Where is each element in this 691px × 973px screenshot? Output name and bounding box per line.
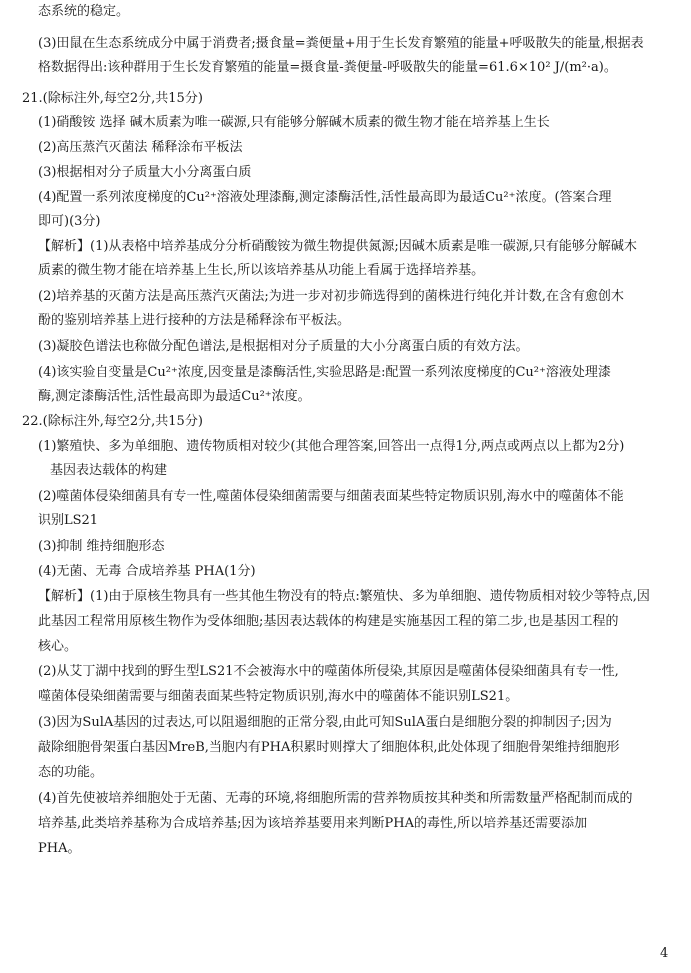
text-line: 态的功能。 <box>38 765 104 780</box>
question-header-22: 22.(除标注外,每空2分,共15分) <box>22 414 203 429</box>
text-line: 格数据得出:该种群用于生长发育繁殖的能量=摄食量-粪便量-呼吸散失的能量=61.6×10² J/(m²·a)。 <box>38 60 617 75</box>
text-line: (4)配置一系列浓度梯度的Cu²⁺溶液处理漆酶,测定漆酶活性,活性最高即为最适Cu²⁺浓度。(答案合理 <box>38 190 612 205</box>
text-line: (3)田鼠在生态系统成分中属于消费者;摄食量=粪便量+用于生长发育繁殖的能量+呼吸散失的能量,根据表 <box>38 36 644 51</box>
text-line: 基因表达载体的构建 <box>50 463 168 478</box>
text-line: 识别LS21 <box>38 513 99 528</box>
text-line: (1)繁殖快、多为单细胞、遗传物质相对较少(其他合理答案,回答出一点得1分,两点或两点以上都为2分) <box>38 439 625 454</box>
text-line: (1)硝酸铵 选择 碱木质素为唯一碳源,只有能够分解碱木质素的微生物才能在培养基上生长 <box>38 115 550 130</box>
text-line: (3)抑制 维持细胞形态 <box>38 539 165 554</box>
analysis-line: 【解析】(1)由于原核生物具有一些其他生物没有的特点:繁殖快、多为单细胞、遗传物质相对较少等特点,因 <box>38 589 650 604</box>
question-header-21: 21.(除标注外,每空2分,共15分) <box>22 91 203 106</box>
text-line: (4)首先使被培养细胞处于无菌、无毒的环境,将细胞所需的营养物质按其种类和所需数量严格配制而成的 <box>38 791 633 806</box>
text-line: 酶,测定漆酶活性,活性最高即为最适Cu²⁺浓度。 <box>38 389 311 404</box>
text-line: (4)无菌、无毒 合成培养基 PHA(1分) <box>38 564 256 579</box>
text-line: 噬菌体侵染细菌需要与细菌表面某些特定物质识别,海水中的噬菌体不能识别LS21。 <box>38 689 519 704</box>
text-line: 即可)(3分) <box>38 214 101 229</box>
page-number: 4 <box>660 946 669 961</box>
text-line: (3)凝胶色谱法也称做分配色谱法,是根据相对分子质量的大小分离蛋白质的有效方法。 <box>38 339 529 354</box>
text-line: 质素的微生物才能在培养基上生长,所以该培养基从功能上看属于选择培养基。 <box>38 263 485 278</box>
text-line: 核心。 <box>38 639 78 654</box>
text-line: (2)高压蒸汽灭菌法 稀释涂布平板法 <box>38 140 243 155</box>
text-line: PHA。 <box>38 841 81 856</box>
text-line: (3)因为SulA基因的过表达,可以阻遏细胞的正常分裂,由此可知SulA蛋白是细胞分裂的抑制因子;因为 <box>38 715 612 730</box>
text-line: 敲除细胞骨架蛋白基因MreB,当胞内有PHA积累时则撑大了细胞体积,此处体现了细胞骨架维持细胞形 <box>38 740 620 755</box>
text-line: (3)根据相对分子质量大小分离蛋白质 <box>38 165 252 180</box>
text-line: 培养基,此类培养基称为合成培养基;因为该培养基要用来判断PHA的毒性,所以培养基还需要添加 <box>38 816 588 831</box>
text-line: 酚的鉴别培养基上进行接种的方法是稀释涂布平板法。 <box>38 313 351 328</box>
text-line: (2)培养基的灭菌方法是高压蒸汽灭菌法;为进一步对初步筛选得到的菌株进行纯化并计数,在含有愈创木 <box>38 289 624 304</box>
text-line: (4)该实验自变量是Cu²⁺浓度,因变量是漆酶活性,实验思路是:配置一系列浓度梯度的Cu²⁺溶液处理漆 <box>38 365 611 380</box>
text-line: 态系统的稳定。 <box>38 4 130 19</box>
text-line: (2)噬菌体侵染细菌具有专一性,噬菌体侵染细菌需要与细菌表面某些特定物质识别,海水中的噬菌体不能 <box>38 489 624 504</box>
text-line: 此基因工程常用原核生物作为受体细胞;基因表达载体的构建是实施基因工程的第二步,也是基因工程的 <box>38 614 619 629</box>
analysis-line: 【解析】(1)从表格中培养基成分分析硝酸铵为微生物提供氮源;因碱木质素是唯一碳源,只有能够分解碱木 <box>38 239 637 254</box>
text-line: (2)从艾丁湖中找到的野生型LS21不会被海水中的噬菌体所侵染,其原因是噬菌体侵染细菌具有专一性, <box>38 664 619 679</box>
